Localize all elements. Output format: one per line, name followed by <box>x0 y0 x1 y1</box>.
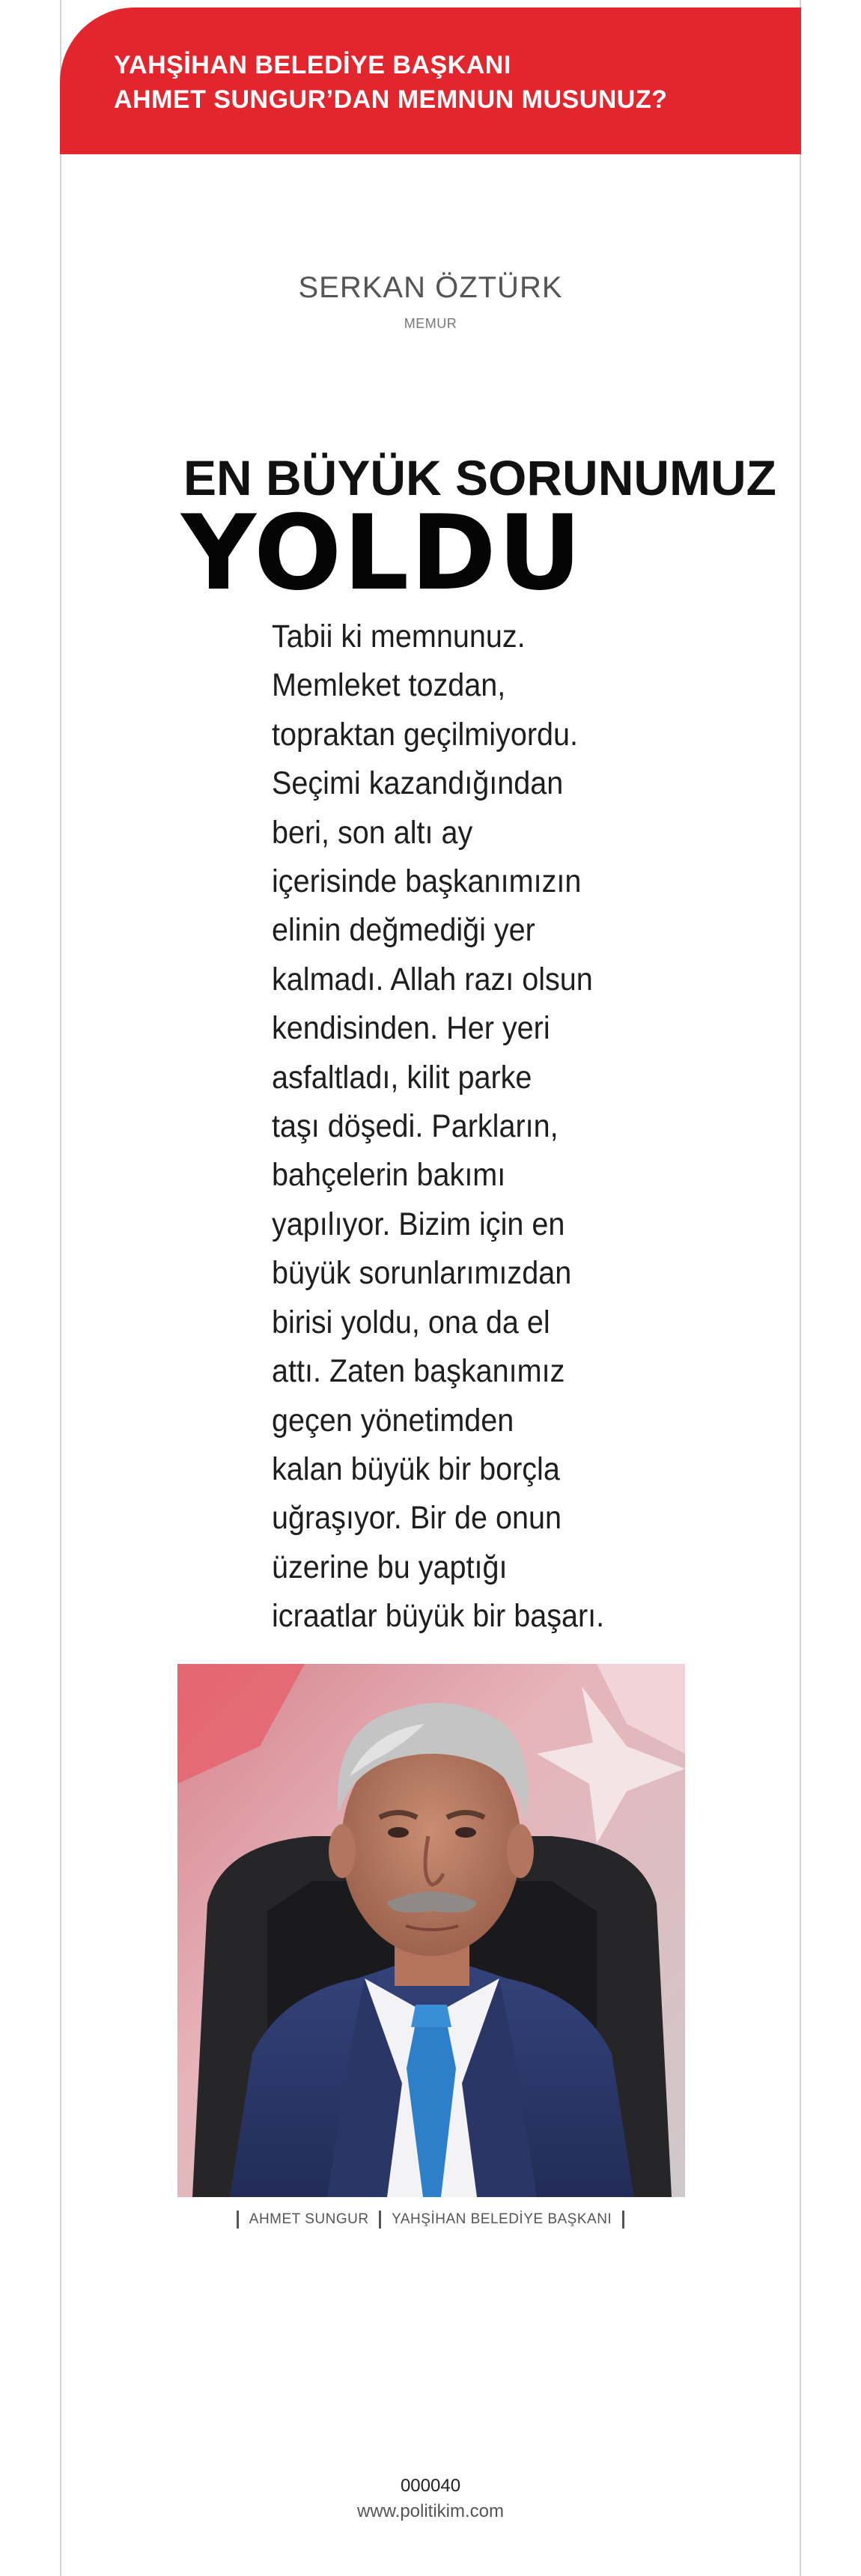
caption-title: YAHŞİHAN BELEDİYE BAŞKANI <box>392 2211 612 2227</box>
caption-divider <box>379 2211 381 2229</box>
body-line: üzerine bu yaptığı <box>272 1549 508 1585</box>
header-line-2: AHMET SUNGUR’DAN MEMNUN MUSUNUZ? <box>114 85 668 114</box>
body-line: icraatlar büyük bir başarı. <box>272 1598 605 1635</box>
body-line: yapılıyor. Bizim için en <box>272 1206 565 1242</box>
header-line-1: YAHŞİHAN BELEDİYE BAŞKANI <box>114 51 511 79</box>
body-line: taşı döşedi. Parkların, <box>272 1108 559 1145</box>
portrait-illustration <box>177 1664 685 2197</box>
body-line: kalan büyük bir borçla <box>272 1450 560 1487</box>
photo-caption <box>0 2211 861 2229</box>
body-line: büyük sorunlarımızdan <box>272 1255 572 1292</box>
caption-name: AHMET SUNGUR <box>249 2211 369 2227</box>
body-line: Seçimi kazandığından <box>272 765 564 802</box>
author-name: SERKAN ÖZTÜRK <box>298 271 563 304</box>
body-line: kendisinden. Her yeri <box>272 1010 550 1047</box>
body-line: beri, son altı ay <box>272 814 473 851</box>
author-role: MEMUR <box>404 316 457 331</box>
page-number: 000040 <box>400 2476 461 2496</box>
body-line: topraktan geçilmiyordu. <box>272 716 578 753</box>
body-line: Memleket tozdan, <box>272 667 506 704</box>
body-line: bahçelerin bakımı <box>272 1157 506 1194</box>
portrait-photo <box>177 1664 685 2197</box>
body-line: elinin değmediği yer <box>272 912 535 949</box>
body-line: uğraşıyor. Bir de onun <box>272 1500 562 1537</box>
caption-divider <box>237 2211 239 2229</box>
body-line: kalmadı. Allah razı olsun <box>272 961 593 997</box>
caption-divider <box>622 2211 624 2229</box>
headline-big: YOLDU <box>181 493 583 613</box>
site-url: www.politikim.com <box>356 2501 505 2521</box>
body-line: içerisinde başkanımızın <box>272 863 582 900</box>
article-body <box>272 613 605 1641</box>
headline-top: EN BÜYÜK SORUNUMUZ <box>183 450 776 505</box>
body-line: attı. Zaten başkanımız <box>272 1353 565 1390</box>
body-line: Tabii ki memnunuz. <box>272 619 526 654</box>
body-line: birisi yoldu, ona da el <box>272 1304 550 1340</box>
header-banner <box>60 7 801 154</box>
body-line: geçen yönetimden <box>272 1402 514 1439</box>
body-line: asfaltladı, kilit parke <box>272 1059 532 1096</box>
